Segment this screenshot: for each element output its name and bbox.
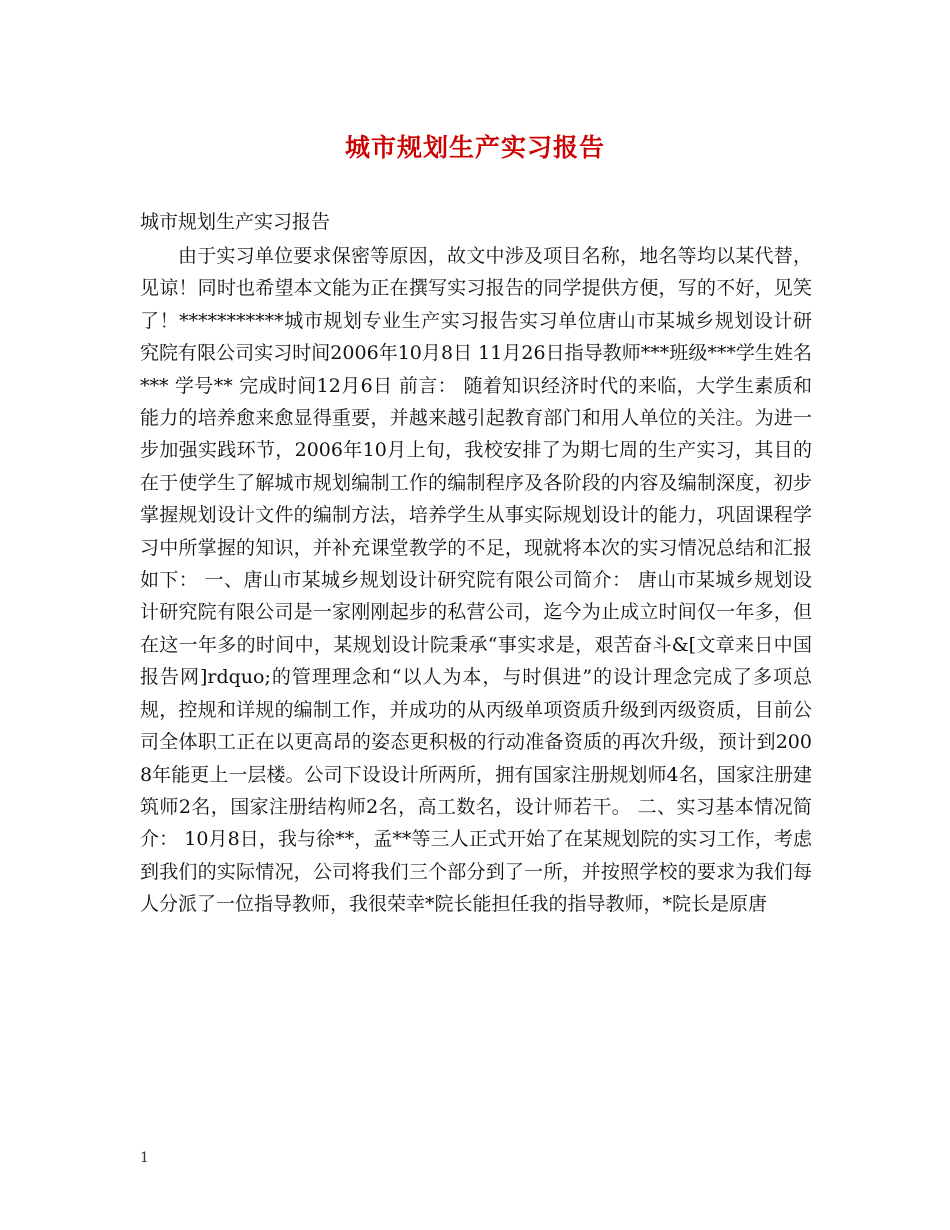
body-paragraph: 由于实习单位要求保密等原因，故文中涉及项目名称，地名等均以某代替，见谅！同时也希望本文能为正在撰写实习报告的同学提供方便，写的不好，见笑了！***********城市规划专业生产实习报告实习单位唐山市某城乡规划设计研究院有限公司实习时间2006年10月8日 11月26日指导教师***班级***学生姓名*** 学号** 完成时间12月6日 前言： 随着知识经济时代的来临，大学生素质和能力的培养愈来愈显得重要，并越来越引起教育部门和用人单位的关注。为进一步加强实践环节，2006年10月上旬，我校安排了为期七周的生产实习，其目的在于使学生了解城市规划编制工作的编制程序及各阶段的内容及编制深度，初步掌握规划设计文件的编制方法，培养学生从事实际规划设计的能力，巩固课程学习中所掌握的知识，并补充课堂教学的不足，现就将本次的实习情况总结和汇报如下： 一、唐山市某城乡规划设计研究院有限公司简介： 唐山市某城乡规划设计研究院有限公司是一家刚刚起步的私营公司，迄今为止成立时间仅一年多，但在这一年多的时间中，某规划设计院秉承“事实求是，艰苦奋斗&[文章来日中国报告网]rdquo;的管理理念和“以人为本，与时俱进”的设计理念完成了多项总规，控规和详规的编制工作，并成功的从丙级单项资质升级到丙级资质，目前公司全体职工正在以更高昂的姿态更积极的行动准备资质的再次升级，预计到2008年能更上一层楼。公司下设设计所两所，拥有国家注册规划师4名，国家注册建筑师2名，国家注册结构师2名，高工数名，设计师若干。 二、实习基本情况简介： 10月8日，我与徐**，孟**等三人正式开始了在某规划院的实习工作，考虑到我们的实际情况，公司将我们三个部分到了一所，并按照学校的要求为我们每人分派了一位指导教师，我很荣幸*院长能担任我的指导教师，*院长是原唐	[140, 245, 812, 916]
page-title: 城市规划生产实习报告	[344, 133, 605, 162]
page-number: 1	[140, 1150, 149, 1166]
document-subtitle: 城市规划生产实习报告	[140, 211, 331, 233]
